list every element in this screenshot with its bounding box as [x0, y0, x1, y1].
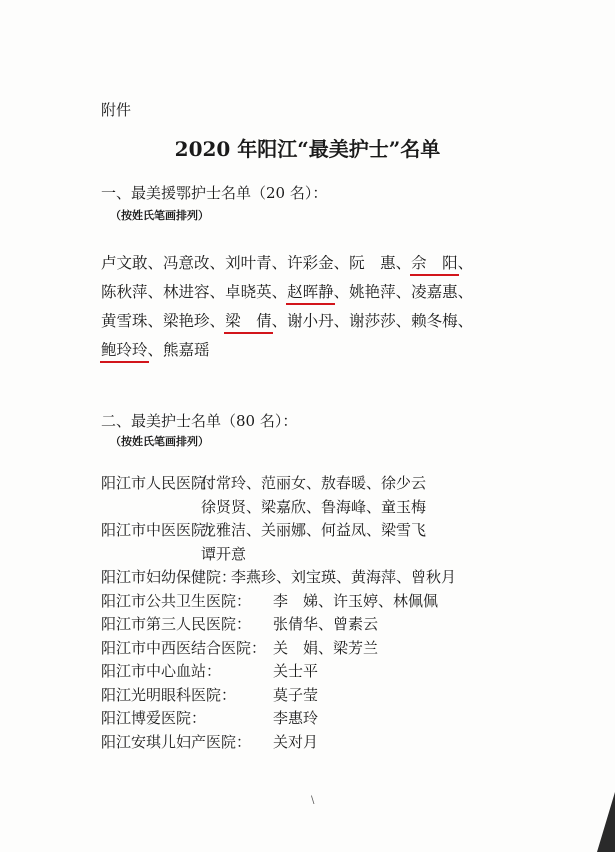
name-row [101, 249, 501, 278]
nurse-name: 冯意改 [163, 254, 210, 272]
hospital-row [101, 707, 521, 731]
nurse-name: 梁艳珍 [163, 312, 210, 330]
hospital-nurse-names: 张倩华、曾素云 [273, 615, 379, 633]
hospital-row [101, 566, 521, 590]
nurse-name: 黄雪珠 [101, 312, 148, 330]
separator: 、 [147, 341, 164, 359]
name-row [101, 278, 501, 307]
separator: 、 [271, 254, 288, 272]
separator: 、 [395, 312, 412, 330]
hospital-nurse-names: 徐贤贤、梁嘉欣、鲁海峰、童玉梅 [201, 497, 427, 516]
name-row [101, 336, 501, 365]
nurse-name: 林进容 [163, 283, 210, 301]
section2-heading: 二、最美护士名单（80 名）： [101, 412, 298, 430]
section2-hospital-list [101, 472, 521, 754]
hospital-name: 阳江市妇幼保健院： [101, 568, 237, 586]
hospital-name: 阳江市中西医结合医院： [101, 638, 267, 657]
nurse-name-underlined: 佘 阳 [411, 249, 458, 278]
nurse-name: 卢文敢 [101, 254, 148, 272]
separator: 、 [333, 283, 350, 301]
page-mark: \ [311, 795, 315, 806]
nurse-name: 卓晓英 [225, 283, 272, 301]
hospital-nurse-names: 龙雅洁、关丽娜、何益凤、梁雪飞 [201, 521, 427, 539]
separator: 、 [333, 254, 350, 272]
hospital-nurse-names: 关士平 [273, 662, 319, 680]
document-title: 2020 年阳江“最美护士”名单 [174, 137, 441, 161]
hospital-row [101, 613, 521, 637]
separator: 、 [147, 283, 164, 301]
hospital-name: 阳江博爱医院： [101, 709, 207, 727]
separator: 、 [209, 312, 226, 330]
hospital-row [101, 472, 521, 496]
hospital-name: 阳江市人民医院： [101, 474, 222, 492]
nurse-name: 阮 惠 [349, 254, 396, 272]
hospital-nurse-names: 李惠玲 [273, 709, 319, 727]
separator: 、 [271, 312, 288, 330]
nurse-name: 熊嘉瑶 [163, 341, 210, 359]
hospital-name: 阳江安琪儿妇产医院： [101, 732, 252, 751]
nurse-name: 谢莎莎 [349, 312, 396, 330]
hospital-nurse-names: 谭开意 [201, 544, 247, 563]
hospital-name: 阳江市中心血站： [101, 662, 222, 680]
separator: 、 [271, 283, 288, 301]
nurse-name: 凌嘉惠 [411, 283, 458, 301]
hospital-name: 阳江市第三人民医院： [101, 615, 252, 633]
nurse-name-underlined: 鲍玲玲 [101, 336, 148, 365]
separator: 、 [457, 312, 474, 330]
hospital-name: 阳江光明眼科医院： [101, 685, 237, 704]
hospital-row [101, 731, 521, 755]
hospital-nurse-names: 莫子莹 [273, 685, 319, 704]
nurse-name: 姚艳萍 [349, 283, 396, 301]
nurse-name: 陈秋萍 [101, 283, 148, 301]
separator: 、 [395, 283, 412, 301]
hospital-nurse-names: 李燕珍、刘宝瑛、黄海萍、曾秋月 [231, 568, 457, 586]
separator: 、 [395, 254, 412, 272]
separator: 、 [457, 283, 474, 301]
hospital-nurse-names: 付常玲、范丽女、敖春暖、徐少云 [201, 474, 427, 492]
section1-name-list [101, 249, 501, 365]
separator: 、 [333, 312, 350, 330]
hospital-row [101, 660, 521, 684]
hospital-nurse-names: 关 娟、梁芳兰 [273, 638, 379, 657]
nurse-name: 谢小丹 [287, 312, 334, 330]
section1-note: （按姓氏笔画排列） [110, 209, 209, 222]
separator: 、 [457, 254, 474, 272]
nurse-name-underlined: 赵晖静 [287, 278, 334, 307]
hospital-row [101, 519, 521, 543]
section1-heading: 一、最美援鄂护士名单（20 名）： [101, 184, 328, 202]
hospital-row [101, 684, 521, 708]
hospital-nurse-names: 关对月 [273, 732, 319, 751]
separator: 、 [147, 312, 164, 330]
nurse-name-underlined: 梁 倩 [225, 307, 272, 336]
hospital-row [101, 496, 521, 520]
nurse-name: 赖冬梅 [411, 312, 458, 330]
hospital-nurse-names: 李 娣、许玉婷、林佩佩 [273, 591, 439, 610]
attachment-label: 附件 [101, 101, 132, 119]
nurse-name: 许彩金 [287, 254, 334, 272]
hospital-name: 阳江市中医医院： [101, 521, 222, 539]
hospital-row [101, 637, 521, 661]
nurse-name: 刘叶青 [225, 254, 272, 272]
hospital-name: 阳江市公共卫生医院： [101, 591, 252, 610]
separator: 、 [209, 283, 226, 301]
hospital-row [101, 543, 521, 567]
section2-note: （按姓氏笔画排列） [110, 435, 209, 448]
hospital-row [101, 590, 521, 614]
separator: 、 [209, 254, 226, 272]
scan-corner-shadow [597, 792, 615, 852]
name-row [101, 307, 501, 336]
separator: 、 [147, 254, 164, 272]
